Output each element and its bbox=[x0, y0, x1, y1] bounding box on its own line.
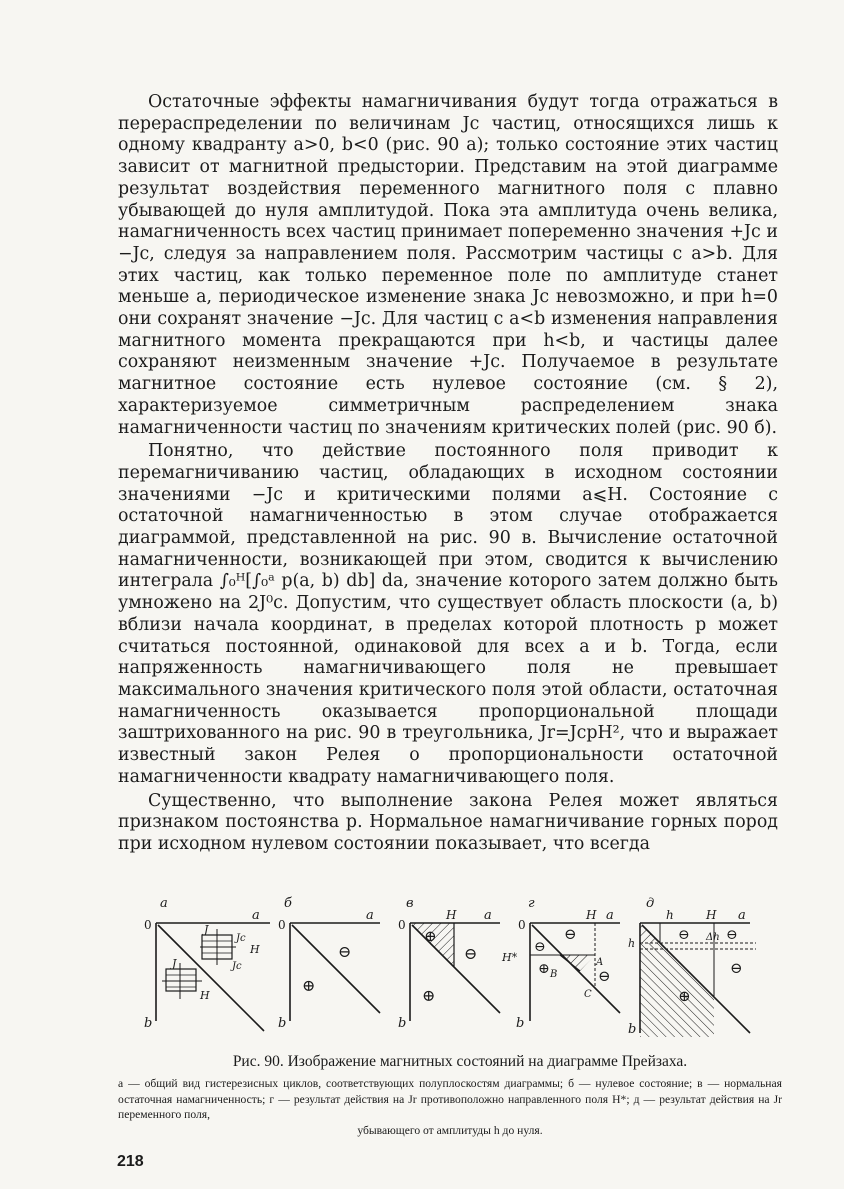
figure-legend bbox=[118, 1076, 782, 1138]
preisach-figure bbox=[140, 893, 780, 1043]
minus-sign: ⊖ bbox=[726, 927, 738, 943]
amplitude-label: h bbox=[666, 908, 674, 922]
axis-a-label: a bbox=[738, 908, 746, 923]
axis-a-label: a bbox=[366, 908, 374, 923]
plus-sign: ⊕ bbox=[678, 987, 691, 1005]
loop-label: H bbox=[250, 943, 260, 956]
loop-label: Jc bbox=[236, 933, 246, 944]
panel-letter: б bbox=[284, 896, 292, 911]
amplitude-label: h bbox=[628, 937, 636, 950]
axis-b-label: b bbox=[516, 1016, 525, 1031]
field-label: H bbox=[706, 908, 717, 922]
axis-a-label: a bbox=[484, 908, 492, 923]
minus-sign: ⊖ bbox=[338, 942, 352, 961]
panel-letter: д bbox=[646, 896, 655, 911]
origin-label: 0 bbox=[144, 918, 152, 932]
axis-b-label: b bbox=[628, 1022, 637, 1037]
panel-b bbox=[278, 896, 380, 1031]
plus-sign: ⊕ bbox=[424, 927, 437, 945]
minus-sign: ⊖ bbox=[534, 939, 546, 955]
field-label: H bbox=[586, 908, 597, 922]
loop-label: J bbox=[172, 957, 177, 970]
minus-sign: ⊖ bbox=[730, 959, 743, 977]
axis-a-label: a bbox=[252, 908, 260, 923]
axis-b-label: b bbox=[144, 1016, 153, 1031]
point-label: C bbox=[584, 989, 592, 1000]
axis-a-label: a bbox=[606, 908, 614, 923]
point-label: B bbox=[550, 969, 558, 980]
panel-d bbox=[628, 896, 756, 1037]
loop-label: J bbox=[204, 923, 209, 936]
minus-sign: ⊖ bbox=[464, 944, 478, 963]
origin-label: 0 bbox=[518, 918, 526, 932]
origin-label: 0 bbox=[398, 918, 406, 932]
minus-sign: ⊖ bbox=[598, 967, 611, 985]
panel-letter: г bbox=[528, 896, 535, 911]
panel-a bbox=[144, 896, 270, 1031]
paragraph: Понятно, что действие постоянного поля приводит к перемагничиванию частиц, обладающих в исходном состоянии значениями −Jc и критическими полями a⩽H. Состояние с остаточной намагниченностью в этом случае отображается диаграммой, представленной на рис. 90 в. Вычисление остаточной намагниченности, возникающей при этом, сводится к вычислению интеграла ∫₀ᴴ[∫₀ᵃ p(a, b) db] da, значение которого затем должно быть умножено на 2J⁰c. Допустим, что существует область плоскости (a, b) вблизи начала координат, в пределах которой плотность p может считаться постоянной, одинаковой для всех a и b. Тогда, если напряженность намагничивающего поля не превышает максимального значения критического поля этой области, остаточная намагниченность оказывается пропорциональной площади заштрихованного на рис. 90 в треугольника, Jr=JcpH², что и выражает известный закон Релея о пропорциональности остаточной намагниченности квадрату намагничивающего поля. bbox=[118, 441, 778, 787]
field-label: H* bbox=[502, 951, 518, 964]
delta-h-label: Δh bbox=[706, 932, 720, 943]
panel-v bbox=[398, 896, 500, 1031]
legend-text: убывающего от амплитуды h до нуля. bbox=[357, 1123, 543, 1137]
paragraph: Существенно, что выполнение закона Релея может являться признаком постоянства p. Нормальное намагничивание горных пород при исходном нулевом состоянии показывает, что всегда bbox=[118, 790, 778, 854]
axis-b-label: b bbox=[398, 1016, 407, 1031]
body-text bbox=[118, 92, 778, 856]
loop-label: H bbox=[200, 989, 210, 1002]
field-label: H bbox=[446, 908, 457, 922]
legend-text: а — общий вид гистерезисных циклов, соответствующих полуплоскостям диаграммы; б — нулевое состояние; в — нормальная остаточная намагниченность; г — результат действия на Jr противоположно направленного поля H*; д — результат действия на Jr переменного поля, bbox=[118, 1077, 782, 1121]
axis-b-label: b bbox=[278, 1016, 287, 1031]
loop-label: Jc bbox=[232, 961, 242, 972]
figure-caption: Рис. 90. Изображение магнитных состояний на диаграмме Прейзаха. bbox=[232, 1053, 688, 1070]
plus-sign: ⊕ bbox=[422, 986, 436, 1005]
origin-label: 0 bbox=[278, 918, 286, 932]
minus-sign: ⊖ bbox=[564, 925, 577, 943]
page-number: 218 bbox=[117, 1153, 144, 1170]
panel-g bbox=[501, 896, 620, 1031]
panel-letter: а bbox=[160, 896, 168, 911]
minus-sign: ⊖ bbox=[678, 927, 690, 943]
paragraph: Остаточные эффекты намагничивания будут тогда отражаться в перераспределении по величинам Jc частиц, относящихся лишь к одному квадранту a>0, b<0 (рис. 90 a); только состояние этих частиц зависит от магнитной предыстории. Представим на этой диаграмме результат воздействия переменного магнитного поля с плавно убывающей до нуля амплитудой. Пока эта амплитуда очень велика, намагниченность всех частиц принимает попеременно значения +Jc и −Jc, следуя за направлением поля. Рассмотрим частицы с a>b. Для этих частиц, как только переменное поле по амплитуде станет меньше a, периодическое изменение знака Jc невозможно, и при h=0 они сохранят значение −Jc. Для частиц с a<b изменения направления магнитного момента прекращаются при h<b, и частицы далее сохраняют неизменным значение +Jc. Получаемое в результате магнитное состояние есть нулевое состояние (см. § 2), характеризуемое симметричным распределением знака намагниченности частиц по значениям критических полей (рис. 90 б). bbox=[118, 92, 778, 438]
panel-letter: в bbox=[406, 896, 414, 911]
point-label: A bbox=[596, 957, 604, 968]
plus-sign: ⊕ bbox=[538, 961, 550, 977]
plus-sign: ⊕ bbox=[302, 976, 316, 995]
